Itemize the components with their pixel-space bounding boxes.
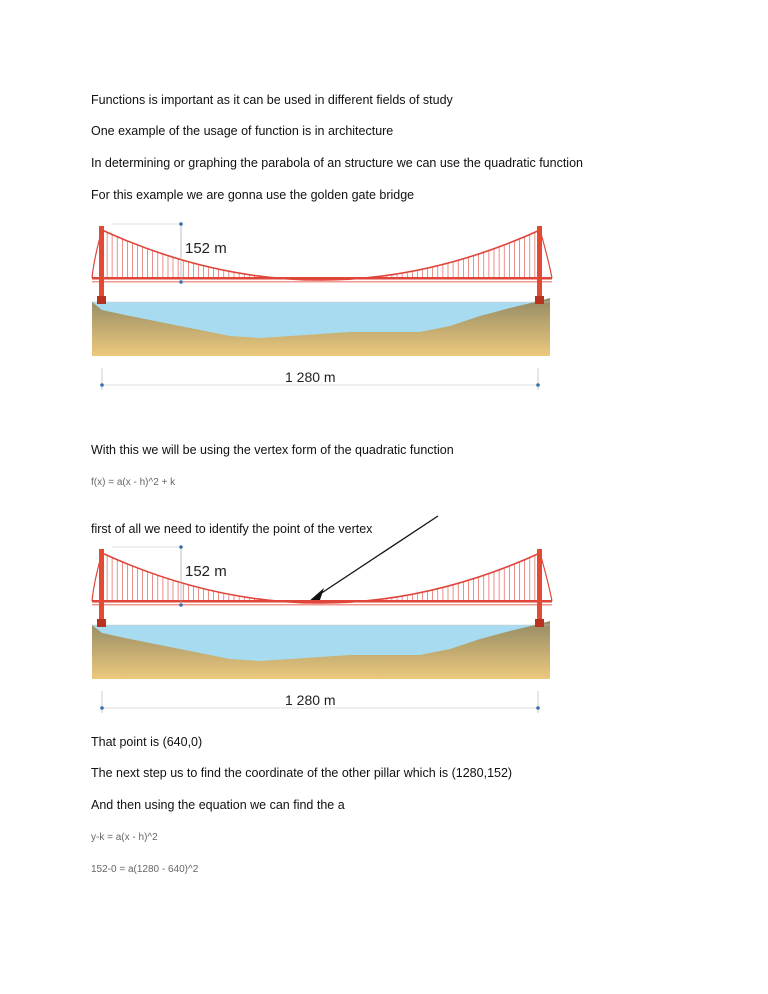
paragraph-9: And then using the equation we can find the a	[91, 798, 345, 812]
vertex-form-equation: f(x) = a(x - h)^2 + k	[91, 477, 176, 488]
paragraph-3: In determining or graphing the parabola of an structure we can use the quadratic function	[91, 156, 583, 170]
height-label: 152 m	[185, 563, 227, 580]
paragraph-1: Functions is important as it can be used in different fields of study	[91, 93, 453, 107]
equation-1: y-k = a(x - h)^2	[91, 832, 158, 843]
height-label: 152 m	[185, 240, 227, 257]
span-label: 1 280 m	[285, 369, 336, 385]
paragraph-5: With this we will be using the vertex form of the quadratic function	[91, 443, 454, 457]
paragraph-7: That point is (640,0)	[91, 735, 203, 749]
paragraph-2: One example of the usage of function is in architecture	[91, 124, 394, 138]
paragraph-4: For this example we are gonna use the golden gate bridge	[91, 188, 415, 202]
paragraph-8: The next step us to find the coordinate of the other pillar which is (1280,152)	[91, 766, 513, 780]
span-label: 1 280 m	[285, 692, 336, 708]
bridge-figure-2	[90, 541, 554, 717]
paragraph-6: first of all we need to identify the point of the vertex	[91, 522, 373, 536]
equation-2: 152-0 = a(1280 - 640)^2	[91, 864, 199, 875]
bridge-figure-1	[90, 218, 554, 394]
